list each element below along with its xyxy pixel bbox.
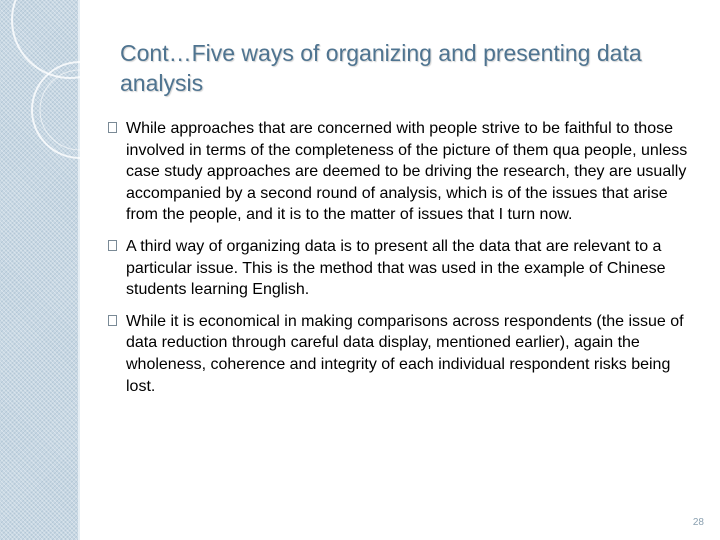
bullet-item xyxy=(108,236,700,301)
bullet-list xyxy=(108,118,700,407)
band-divider xyxy=(78,0,80,540)
square-bullet-icon xyxy=(108,122,117,133)
square-bullet-icon xyxy=(108,315,117,326)
page-number: 28 xyxy=(692,517,704,528)
slide-title: Cont…Five ways of organizing and presenting data analysis xyxy=(120,40,642,96)
bullet-text: While approaches that are concerned with people strive to be faithful to those involved in terms of the completeness of the picture of them qua people, unless case study approaches are deemed to be driving the research, they are usually accompanied by a second round of analysis, which is of the issues that arise from the people, and it is to the matter of issues that I turn now. xyxy=(126,120,688,224)
bullet-item xyxy=(108,311,700,397)
bullet-text: While it is economical in making comparisons across respondents (the issue of data reduction through careful data display, mentioned earlier), again the wholeness, coherence and integrity of each individual respondent risks being lost. xyxy=(126,312,684,395)
square-bullet-icon xyxy=(108,240,117,251)
bullet-text: A third way of organizing data is to present all the data that are relevant to a particular issue. This is the method that was used in the example of Chinese students learning English. xyxy=(126,237,666,299)
left-decorative-band xyxy=(0,0,78,540)
bullet-item xyxy=(108,118,700,226)
